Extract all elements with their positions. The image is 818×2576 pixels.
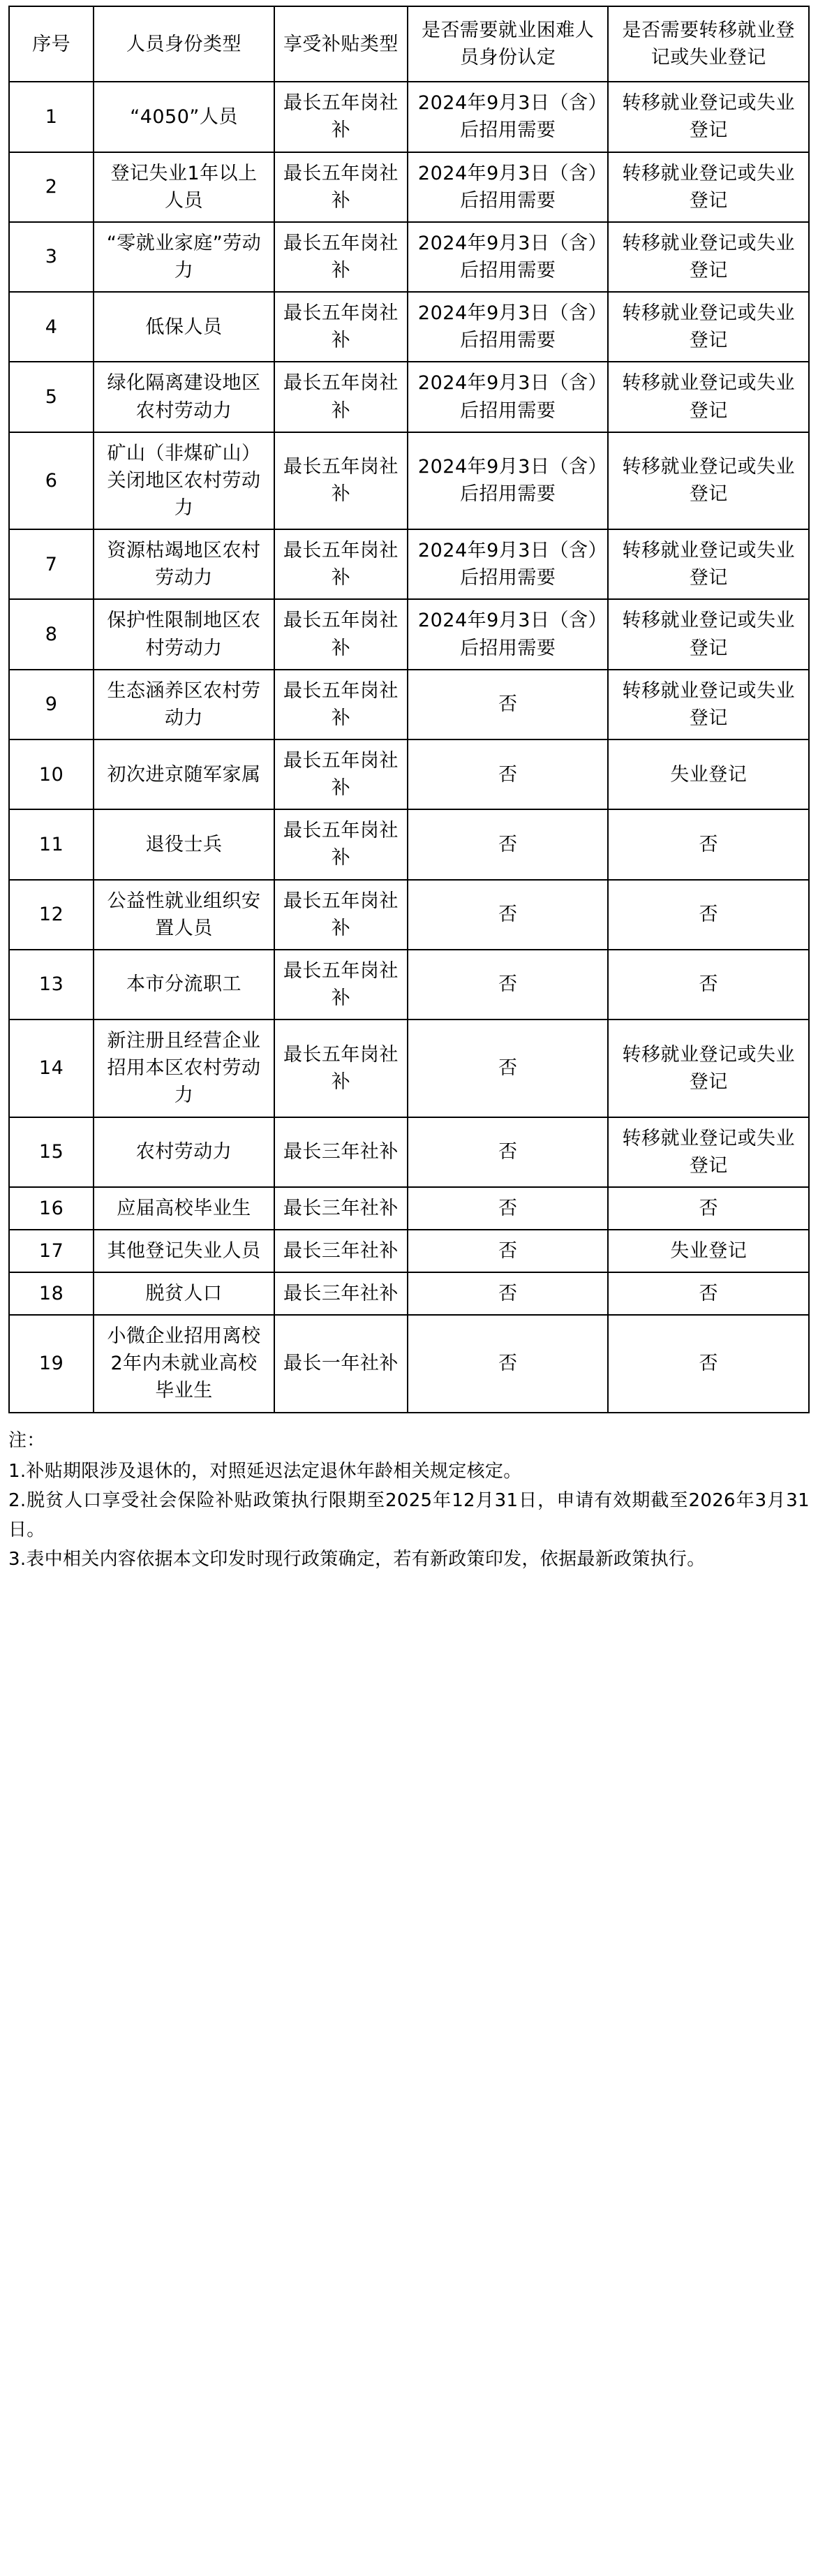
cell-index: 16 [9, 1187, 94, 1230]
table-row [9, 1315, 809, 1412]
cell-need-identification: 否 [408, 950, 609, 1020]
cell-identity: 其他登记失业人员 [94, 1230, 274, 1272]
table-row [9, 529, 809, 599]
table-row [9, 1230, 809, 1272]
cell-identity: 矿山（非煤矿山）关闭地区农村劳动力 [94, 432, 274, 529]
cell-index: 7 [9, 529, 94, 599]
cell-need-identification: 否 [408, 880, 609, 950]
notes-section [8, 1426, 810, 1575]
note-item-2: 2.脱贫人口享受社会保险补贴政策执行限期至2025年12月31日，申请有效期截至2026年3月31日。 [8, 1489, 810, 1540]
column-header-needs-identification: 是否需要就业困难人员身份认定 [408, 6, 609, 82]
cell-index: 3 [9, 222, 94, 292]
table-row [9, 292, 809, 362]
cell-index: 2 [9, 152, 94, 222]
cell-need-registration: 否 [608, 1315, 809, 1412]
cell-need-registration: 转移就业登记或失业登记 [608, 432, 809, 529]
cell-subsidy: 最长五年岗社补 [274, 222, 408, 292]
cell-subsidy: 最长五年岗社补 [274, 362, 408, 432]
column-header-needs-registration: 是否需要转移就业登记或失业登记 [608, 6, 809, 82]
cell-subsidy: 最长五年岗社补 [274, 292, 408, 362]
cell-need-identification: 否 [408, 670, 609, 739]
table-row [9, 1272, 809, 1315]
note-item-3: 3.表中相关内容依据本文印发时现行政策确定，若有新政策印发，依据最新政策执行。 [8, 1549, 706, 1570]
table-row [9, 1187, 809, 1230]
cell-need-identification: 2024年9月3日（含）后招用需要 [408, 529, 609, 599]
cell-index: 17 [9, 1230, 94, 1272]
cell-need-identification: 否 [408, 1315, 609, 1412]
cell-need-identification: 否 [408, 1230, 609, 1272]
cell-need-registration: 否 [608, 809, 809, 879]
cell-index: 11 [9, 809, 94, 879]
cell-subsidy: 最长三年社补 [274, 1117, 408, 1187]
cell-identity: 退役士兵 [94, 809, 274, 879]
cell-need-identification: 否 [408, 1117, 609, 1187]
cell-index: 18 [9, 1272, 94, 1315]
cell-identity: 脱贫人口 [94, 1272, 274, 1315]
cell-subsidy: 最长五年岗社补 [274, 670, 408, 739]
cell-need-registration: 转移就业登记或失业登记 [608, 670, 809, 739]
cell-need-identification: 否 [408, 1187, 609, 1230]
notes-heading: 注： [8, 1429, 45, 1451]
table-row [9, 950, 809, 1020]
cell-subsidy: 最长五年岗社补 [274, 432, 408, 529]
table-body [9, 82, 809, 1412]
cell-index: 5 [9, 362, 94, 432]
cell-need-registration: 否 [608, 880, 809, 950]
cell-index: 6 [9, 432, 94, 529]
table-row [9, 222, 809, 292]
cell-need-registration: 转移就业登记或失业登记 [608, 1117, 809, 1187]
cell-subsidy: 最长三年社补 [274, 1230, 408, 1272]
cell-identity: 保护性限制地区农村劳动力 [94, 599, 274, 669]
cell-need-identification: 2024年9月3日（含）后招用需要 [408, 222, 609, 292]
note-item-1: 1.补贴期限涉及退休的，对照延迟法定退休年龄相关规定核定。 [8, 1460, 522, 1482]
cell-identity: 生态涵养区农村劳动力 [94, 670, 274, 739]
column-header-subsidy-type: 享受补贴类型 [274, 6, 408, 82]
cell-need-registration: 转移就业登记或失业登记 [608, 529, 809, 599]
cell-subsidy: 最长五年岗社补 [274, 950, 408, 1020]
table-row [9, 82, 809, 152]
cell-identity: “零就业家庭”劳动力 [94, 222, 274, 292]
cell-index: 10 [9, 739, 94, 809]
cell-need-registration: 否 [608, 1187, 809, 1230]
cell-subsidy: 最长五年岗社补 [274, 880, 408, 950]
cell-need-registration: 转移就业登记或失业登记 [608, 599, 809, 669]
cell-subsidy: 最长五年岗社补 [274, 152, 408, 222]
cell-index: 14 [9, 1020, 94, 1117]
cell-identity: 初次进京随军家属 [94, 739, 274, 809]
cell-need-identification: 2024年9月3日（含）后招用需要 [408, 362, 609, 432]
cell-identity: 小微企业招用离校2年内未就业高校毕业生 [94, 1315, 274, 1412]
table-row [9, 739, 809, 809]
cell-index: 9 [9, 670, 94, 739]
cell-identity: 低保人员 [94, 292, 274, 362]
column-header-identity-type: 人员身份类型 [94, 6, 274, 82]
table-row [9, 1117, 809, 1187]
cell-index: 13 [9, 950, 94, 1020]
cell-need-identification: 2024年9月3日（含）后招用需要 [408, 292, 609, 362]
cell-identity: 公益性就业组织安置人员 [94, 880, 274, 950]
cell-need-identification: 2024年9月3日（含）后招用需要 [408, 82, 609, 152]
cell-identity: 农村劳动力 [94, 1117, 274, 1187]
cell-need-registration: 转移就业登记或失业登记 [608, 362, 809, 432]
table-header [9, 6, 809, 82]
cell-need-registration: 否 [608, 950, 809, 1020]
cell-need-identification: 否 [408, 739, 609, 809]
cell-need-identification: 否 [408, 809, 609, 879]
cell-need-identification: 2024年9月3日（含）后招用需要 [408, 599, 609, 669]
cell-subsidy: 最长五年岗社补 [274, 599, 408, 669]
table-row [9, 1020, 809, 1117]
table-row [9, 880, 809, 950]
cell-identity: “4050”人员 [94, 82, 274, 152]
cell-need-identification: 2024年9月3日（含）后招用需要 [408, 152, 609, 222]
cell-index: 12 [9, 880, 94, 950]
cell-subsidy: 最长五年岗社补 [274, 82, 408, 152]
table-row [9, 362, 809, 432]
cell-subsidy: 最长一年社补 [274, 1315, 408, 1412]
cell-identity: 资源枯竭地区农村劳动力 [94, 529, 274, 599]
cell-index: 4 [9, 292, 94, 362]
cell-index: 15 [9, 1117, 94, 1187]
cell-need-registration: 转移就业登记或失业登记 [608, 222, 809, 292]
table-header-row [9, 6, 809, 82]
table-row [9, 152, 809, 222]
cell-identity: 绿化隔离建设地区农村劳动力 [94, 362, 274, 432]
cell-need-registration: 失业登记 [608, 1230, 809, 1272]
cell-need-identification: 否 [408, 1272, 609, 1315]
cell-subsidy: 最长五年岗社补 [274, 739, 408, 809]
cell-need-registration: 否 [608, 1272, 809, 1315]
cell-subsidy: 最长三年社补 [274, 1187, 408, 1230]
cell-index: 19 [9, 1315, 94, 1412]
cell-identity: 登记失业1年以上人员 [94, 152, 274, 222]
cell-need-identification: 2024年9月3日（含）后招用需要 [408, 432, 609, 529]
cell-need-identification: 否 [408, 1020, 609, 1117]
table-row [9, 599, 809, 669]
table-row [9, 432, 809, 529]
cell-identity: 应届高校毕业生 [94, 1187, 274, 1230]
cell-need-registration: 转移就业登记或失业登记 [608, 152, 809, 222]
cell-subsidy: 最长五年岗社补 [274, 809, 408, 879]
cell-identity: 本市分流职工 [94, 950, 274, 1020]
subsidy-policy-table [8, 6, 810, 1413]
cell-subsidy: 最长三年社补 [274, 1272, 408, 1315]
table-row [9, 670, 809, 739]
cell-need-registration: 失业登记 [608, 739, 809, 809]
cell-need-registration: 转移就业登记或失业登记 [608, 1020, 809, 1117]
table-row [9, 809, 809, 879]
cell-index: 1 [9, 82, 94, 152]
cell-identity: 新注册且经营企业招用本区农村劳动力 [94, 1020, 274, 1117]
cell-need-registration: 转移就业登记或失业登记 [608, 292, 809, 362]
cell-subsidy: 最长五年岗社补 [274, 529, 408, 599]
cell-subsidy: 最长五年岗社补 [274, 1020, 408, 1117]
cell-index: 8 [9, 599, 94, 669]
column-header-index: 序号 [9, 6, 94, 82]
cell-need-registration: 转移就业登记或失业登记 [608, 82, 809, 152]
